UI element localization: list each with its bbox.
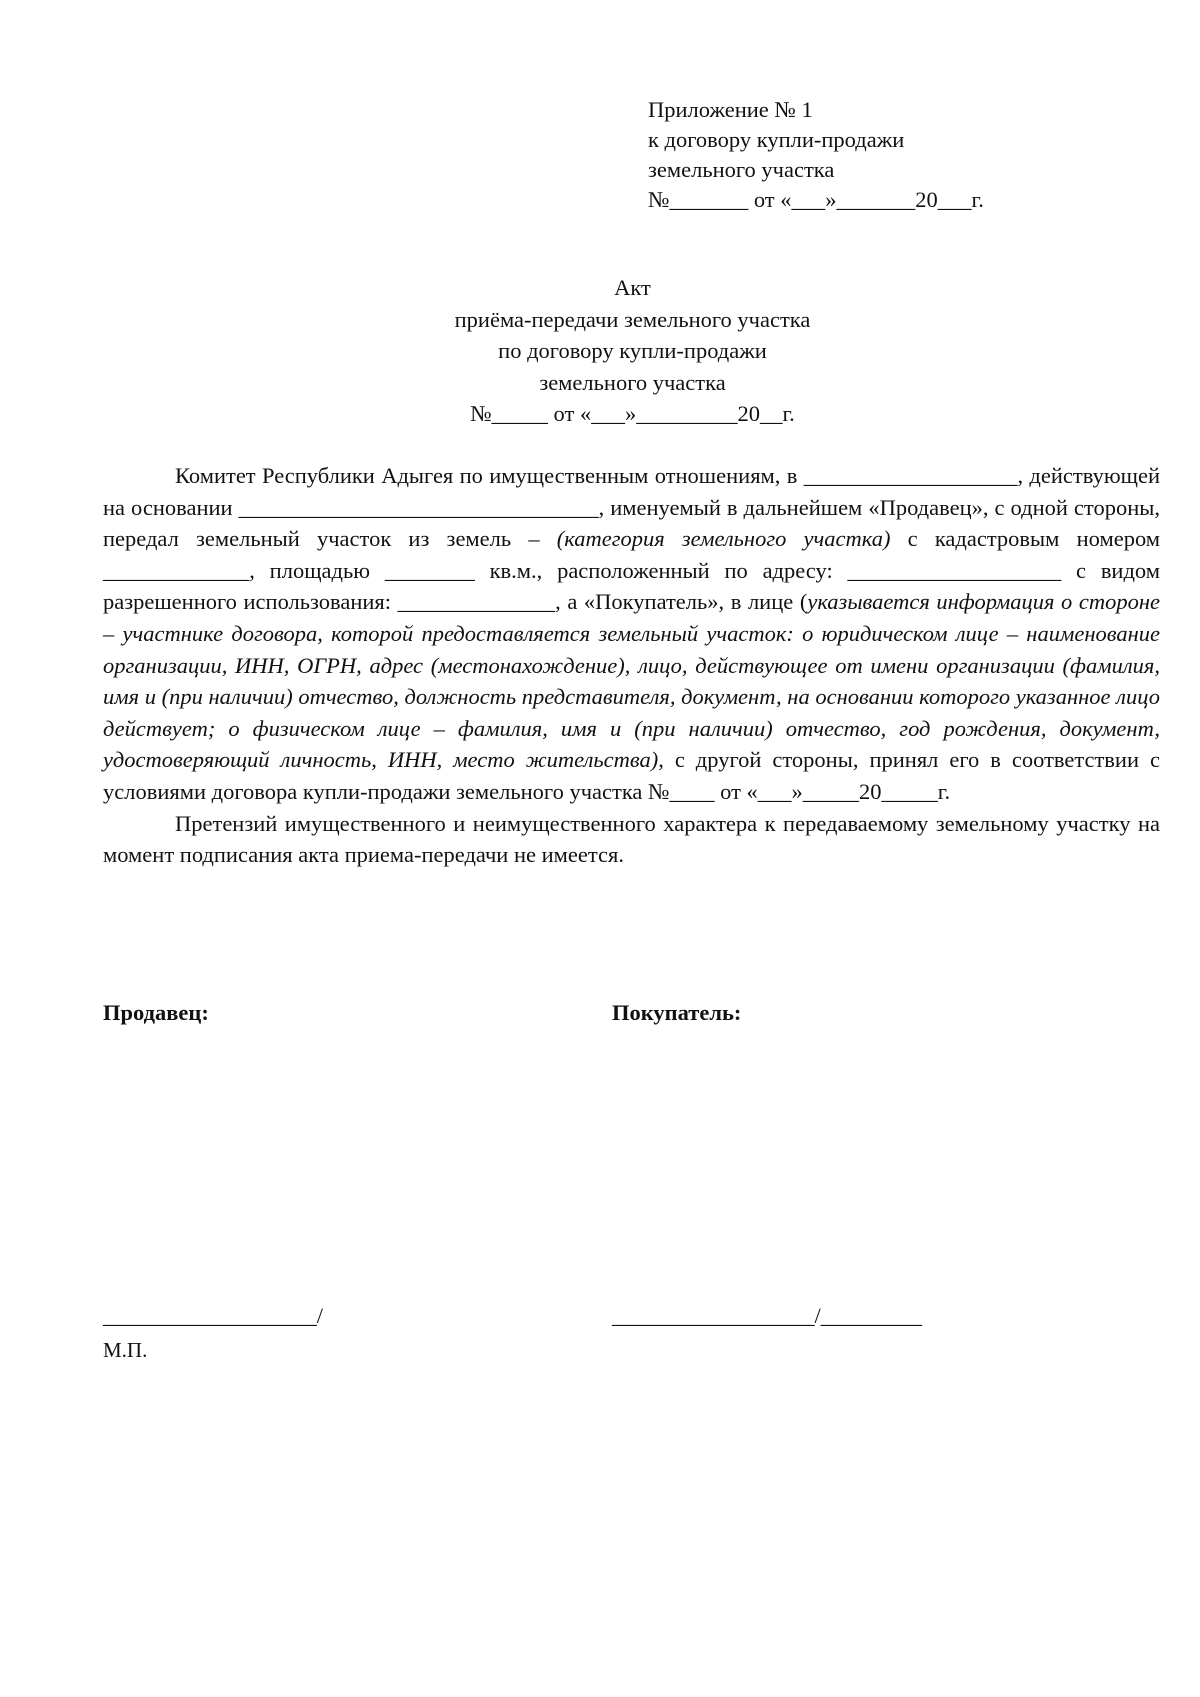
appendix-line-2: к договору купли-продажи (648, 127, 905, 152)
document-title (0, 272, 1200, 430)
title-line-2: приёма-передачи земельного участка (454, 306, 811, 332)
p1-text-c: , с другой стороны, принял его в соответствии с условиями договора купли-продажи земельного участка №____ от «___»_____20_____г. (103, 747, 1160, 804)
p1-italic-category: (категория земельного участка) (556, 526, 891, 552)
p1-text-a: Комитет Республики Адыгея по имущественным отношениям, в ___________________, действующей на основании ________________________________, именуемый в дальнейшем «Продавец», с одной стороны, передал земельный участок из земель – (103, 463, 1160, 552)
body-paragraph-2: Претензий имущественного и неимущественного характера к передаваемому земельному участку на момент подписания акта приема-передачи не имеется. (103, 810, 1160, 868)
buyer-signature-line: __________________/_________ (612, 1303, 923, 1328)
appendix-line-1: Приложение № 1 (648, 97, 813, 122)
p1-text-b: с кадастровым номером _____________, площадью ________ кв.м., расположенный по адресу: ___________________ с видом разрешенного использования: ______________, а «Покупатель», в лице ( (103, 526, 1160, 615)
seller-signature-line: ___________________/ (103, 1303, 324, 1328)
title-line-5: №_____ от «___»_________20__г. (470, 401, 795, 426)
appendix-line-4: №_______ от «___»_______20___г. (648, 187, 984, 212)
appendix-line-3: земельного участка (648, 157, 835, 182)
buyer-label: Покупатель: (612, 1000, 742, 1025)
p1-italic-info: указывается информация о стороне – участнике договора, которой предоставляется земельный участок: о юридическом лице – наименование организации, ИНН, ОГРН, адрес (местонахождение), лицо, действующее от имени организации (фамилия, имя и (при наличии) отчество, должность представителя, документ, на основании которого указанное лицо действует; о физическом лице – фамилия, имя и (при наличии) отчество, год рождения, документ, удостоверяющий личность, ИНН, место жительства) (103, 589, 1161, 773)
seller-label: Продавец: (103, 1000, 209, 1025)
document-body (103, 460, 1160, 871)
title-line-4: земельного участка (539, 369, 726, 395)
stamp-place: М.П. (103, 1338, 148, 1362)
body-paragraph-1 (103, 460, 1160, 808)
appendix-header (648, 95, 984, 215)
title-line-1: Акт (614, 275, 651, 300)
title-line-3: по договору купли-продажи (498, 338, 767, 363)
